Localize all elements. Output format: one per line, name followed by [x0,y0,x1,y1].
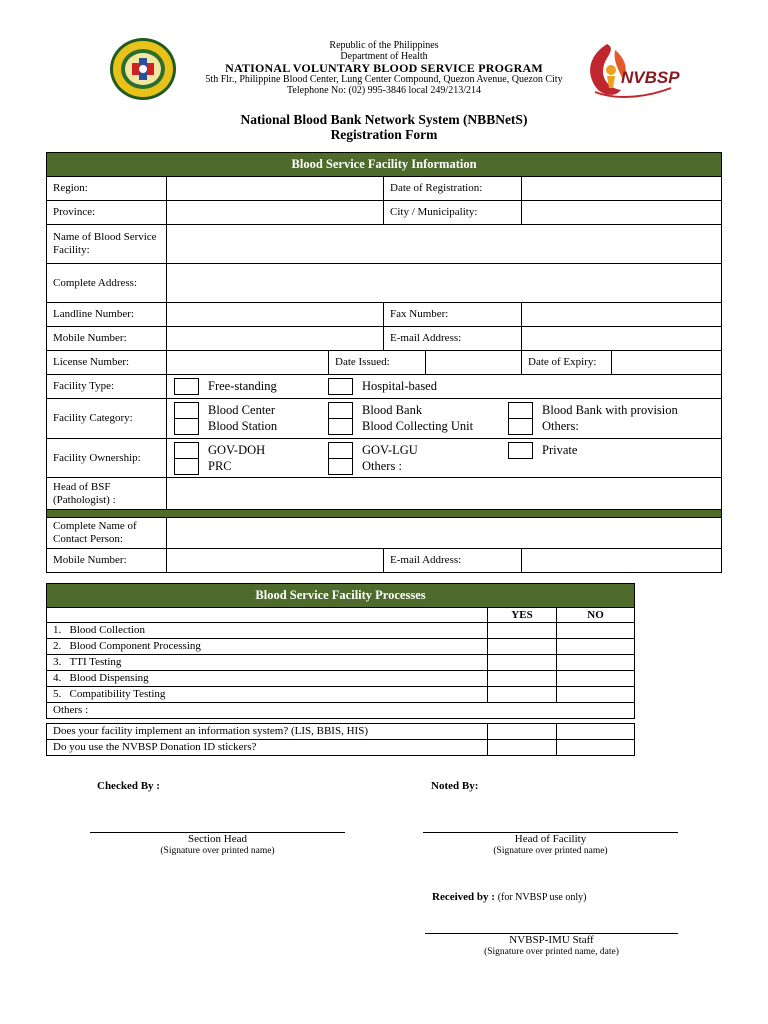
landline-field[interactable] [167,303,384,327]
yes-cell[interactable] [488,724,557,740]
header-telephone: Telephone No: (02) 995-3846 local 249/213/214 [287,85,481,96]
date-registration-label: Date of Registration: [384,177,522,201]
processes-blank-header [47,608,488,623]
yes-cell[interactable] [488,687,557,703]
facility-category-label: Facility Category: [47,399,167,439]
form-subtitle: Registration Form [330,127,438,142]
head-facility-note: (Signature over printed name) [493,846,608,856]
checked-by-label: Checked By : [97,780,160,792]
process-row-label: 4. Blood Dispensing [47,671,488,687]
date-registration-field[interactable] [522,177,722,201]
yes-cell[interactable] [488,740,557,756]
yes-cell[interactable] [488,655,557,671]
date-expiry-field[interactable] [612,351,721,374]
facility-name-label: Name of Blood Service Facility: [47,225,167,264]
no-cell[interactable] [557,623,635,639]
facility-name-field[interactable] [167,225,722,264]
complete-address-label: Complete Address: [47,264,167,303]
no-cell[interactable] [557,639,635,655]
license-field[interactable] [167,351,329,375]
questions-table [46,723,635,756]
section-head-label: Section Head [188,833,247,845]
header-program: NATIONAL VOLUNTARY BLOOD SERVICE PROGRAM [225,61,543,75]
checkbox[interactable] [328,378,353,395]
checkbox[interactable] [174,378,199,395]
yes-cell[interactable] [488,639,557,655]
yes-cell[interactable] [488,623,557,639]
date-issued-field[interactable] [426,351,522,375]
email-field[interactable] [522,327,722,351]
type-hospital-based[interactable]: Hospital-based [328,378,437,395]
fax-label: Fax Number: [384,303,522,327]
section-divider [47,510,722,518]
head-bsf-field[interactable] [167,478,722,510]
facility-ownership-label: Facility Ownership: [47,439,167,478]
checkbox-prc[interactable] [174,458,199,475]
yes-header: YES [488,608,557,623]
license-label: License Number: [47,351,167,375]
landline-label: Landline Number: [47,303,167,327]
contact-email-label: E-mail Address: [384,549,522,573]
contact-email-field[interactable] [522,549,722,573]
checkbox-blood-collecting-unit[interactable] [328,418,353,435]
checkbox-gov-lgu[interactable] [328,442,353,459]
received-by [432,891,586,903]
contact-mobile-field[interactable] [167,549,384,573]
section-head-note: (Signature over printed name) [160,846,275,856]
contact-mobile-label: Mobile Number: [47,549,167,573]
checkbox-blood-bank[interactable] [328,402,353,419]
region-label: Region: [47,177,167,201]
fax-field[interactable] [522,303,722,327]
no-cell[interactable] [557,740,635,756]
form-title: National Blood Bank Network System (NBBNetS) [240,112,528,127]
ownership-group-1: GOV-DOH PRC [174,442,328,475]
nvbsp-logo: NVBSP [585,40,675,102]
type-free-standing[interactable]: Free-standing [174,378,328,395]
process-row-label: 1. Blood Collection [47,623,488,639]
ownership-group-3: Private [508,442,577,459]
header-address: 5th Flr., Philippine Blood Center, Lung Center Compound, Quezon Avenue, Quezon City [205,74,563,85]
imu-staff-label: NVBSP-IMU Staff [509,934,594,946]
province-field[interactable] [167,201,384,225]
checkbox-blood-center[interactable] [174,402,199,419]
province-label: Province: [47,201,167,225]
noted-by-label: Noted By: [431,780,479,792]
facility-type-options [167,375,722,399]
processes-table [46,583,635,719]
mobile-field[interactable] [167,327,384,351]
process-row-label: 2. Blood Component Processing [47,639,488,655]
yes-cell[interactable] [488,671,557,687]
checkbox-category-others[interactable] [508,418,533,435]
header-republic: Republic of the Philippines [329,40,439,51]
no-cell[interactable] [557,671,635,687]
no-cell[interactable] [557,724,635,740]
checkbox-ownership-others[interactable] [328,458,353,475]
date-expiry-cell [522,351,722,375]
processes-header: Blood Service Facility Processes [47,584,635,608]
checkbox-gov-doh[interactable] [174,442,199,459]
contact-name-field[interactable] [167,518,722,549]
facility-ownership-options [167,439,722,478]
category-group-2: Blood Bank Blood Collecting Unit [328,402,508,435]
process-row-label: 5. Compatibility Testing [47,687,488,703]
city-label: City / Municipality: [384,201,522,225]
received-by-note: (for NVBSP use only) [497,892,587,903]
category-group-3: Blood Bank with provision Others: [508,402,678,435]
no-cell[interactable] [557,687,635,703]
question-donation-stickers: Do you use the NVBSP Donation ID stickers? [47,740,488,756]
date-issued-label: Date Issued: [329,351,426,375]
mobile-label: Mobile Number: [47,327,167,351]
complete-address-field[interactable] [167,264,722,303]
facility-type-label: Facility Type: [47,375,167,399]
checkbox-private[interactable] [508,442,533,459]
date-expiry-label: Date of Expiry: [522,351,612,374]
header-department: Department of Health [340,51,428,62]
head-facility-label: Head of Facility [514,833,587,845]
imu-staff-note: (Signature over printed name, date) [484,947,619,957]
email-label: E-mail Address: [384,327,522,351]
facility-info-header: Blood Service Facility Information [47,153,722,177]
category-group-1: Blood Center Blood Station [174,402,328,435]
facility-info-table [46,152,722,573]
process-others[interactable]: Others : [47,703,635,719]
question-information-system: Does your facility implement an information system? (LIS, BBIS, HIS) [47,724,488,740]
no-header: NO [557,608,635,623]
process-row-label: 3. TTI Testing [47,655,488,671]
region-field[interactable] [167,177,384,201]
city-field[interactable] [522,201,722,225]
contact-name-label: Complete Name of Contact Person: [47,518,167,549]
received-by-label: Received by : [432,891,495,903]
head-bsf-label: Head of BSF (Pathologist) : [47,478,167,510]
facility-category-options [167,399,722,439]
no-cell[interactable] [557,655,635,671]
checkbox-blood-station[interactable] [174,418,199,435]
checkbox-blood-bank-provision[interactable] [508,402,533,419]
ownership-group-2: GOV-LGU Others : [328,442,508,475]
